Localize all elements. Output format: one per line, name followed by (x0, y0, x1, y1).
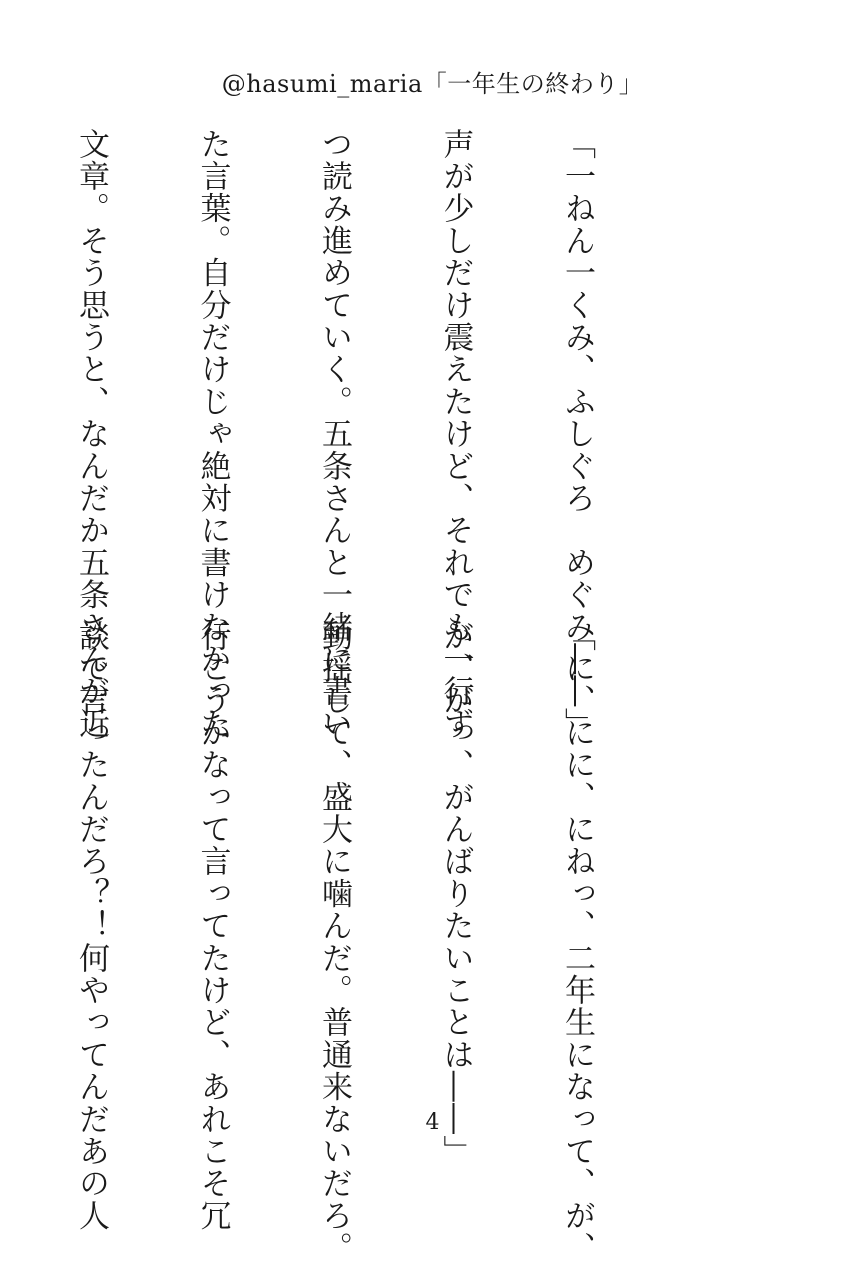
page-number: 4 (425, 1110, 440, 1135)
text-line: た言葉。自分だけじゃ絶対に書けなかった (194, 128, 231, 740)
text-line: つ読み進めていく。五条さんと一緒に書い (316, 128, 352, 740)
page-header: @hasumi_maria「一年生の終わり」 (221, 70, 644, 98)
text-line: 談で言ったんだろ？！何やってんだあの人 (73, 620, 109, 1232)
text-line: 行こうかなって言ってたけど、あれこそ冗 (194, 620, 231, 1232)
lower-text-block (0, 620, 678, 1264)
text-line: が、がっ、がんばりたいことは――」 (437, 620, 474, 1168)
text-line: 文章。そう思うと、なんだか五条さんが近 (73, 128, 109, 740)
text-line: 動揺して、盛大に噛んだ。普通来ないだろ。 (316, 620, 352, 1264)
text-line: 声が少しだけ震えたけど、それでも一行ず (437, 128, 474, 740)
upper-text-block (0, 128, 678, 740)
text-line: 「一ねん一くみ、ふしぐろ めぐみ――」 (559, 128, 595, 740)
text-line: 「に、にに、にねっ、二年生になって、が、 (559, 620, 595, 1264)
